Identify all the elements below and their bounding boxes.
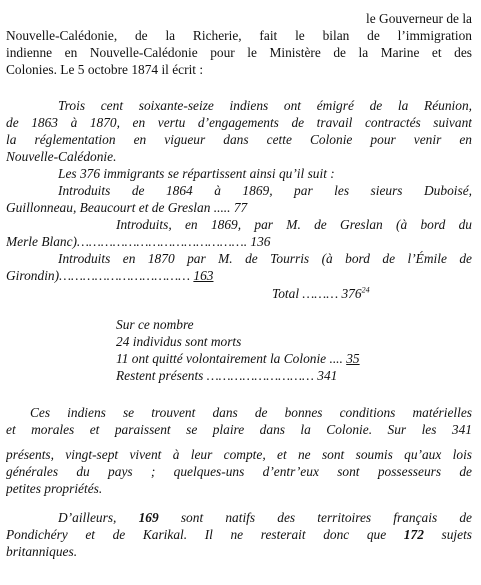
quote-line-8: Introduits, en 1869, par M. de Greslan (à bord du bbox=[116, 217, 472, 232]
intro-line-4: Colonies. Le 5 octobre 1874 il écrit : bbox=[6, 62, 204, 77]
para3-line-1 bbox=[58, 509, 472, 526]
quote-line-11-text: Girondin)…………………………… bbox=[6, 268, 194, 283]
quote-line-9: Merle Blanc)……………………………………. 136 bbox=[6, 234, 271, 249]
para2-line-1: Ces indiens se trouvent dans de bonnes conditions matérielles bbox=[30, 405, 472, 420]
para3-line-2-a: Pondichéry et de Karikal. Il ne resterait donc que bbox=[6, 527, 404, 542]
breakdown-line-3 bbox=[116, 350, 472, 367]
total-line bbox=[272, 285, 472, 302]
para3-line-1-a: D’ailleurs, bbox=[58, 510, 139, 525]
quote-line-5: Les 376 immigrants se répartissent ainsi qu’il suit : bbox=[58, 166, 335, 181]
breakdown-line-4: Restent présents ……………………… 341 bbox=[116, 368, 338, 383]
footnote-ref: 24 bbox=[361, 285, 370, 295]
para2-line-5: petites propriétés. bbox=[6, 481, 103, 496]
para3-line-2 bbox=[6, 526, 472, 543]
quote-line-2: de 1863 à 1870, en vertu d’engagements de travail contractés suivant bbox=[6, 115, 472, 130]
intro-line-2: Nouvelle-Calédonie, de la Richerie, fait le bilan de l’immigration bbox=[6, 28, 472, 43]
para3-line-1-number: 169 bbox=[138, 510, 159, 525]
breakdown-line-3-text: 11 ont quitté volontairement la Colonie .... bbox=[116, 351, 347, 366]
para3-line-2-number: 172 bbox=[403, 527, 424, 542]
breakdown-line-3-value: 35 bbox=[346, 351, 360, 366]
breakdown-line-2: 24 individus sont morts bbox=[116, 334, 242, 349]
quote-line-6: Introduits de 1864 à 1869, par les sieurs Duboisé, bbox=[58, 183, 472, 198]
para3-line-3: britanniques. bbox=[6, 544, 78, 559]
intro-line-1: le Gouverneur de la bbox=[366, 11, 472, 26]
quote-line-3: la réglementation en vigueur dans cette Colonie pour venir en bbox=[6, 132, 472, 147]
para3-line-1-c: sont natifs des territoires français de bbox=[158, 510, 472, 525]
para2-line-4: générales du pays ; quelques-uns d’entr’eux sont possesseurs de bbox=[6, 464, 472, 479]
quote-line-4: Nouvelle-Calédonie. bbox=[6, 149, 117, 164]
quote-line-7: Guillonneau, Beaucourt et de Greslan ..... 77 bbox=[6, 200, 248, 215]
quote-line-10: Introduits en 1870 par M. de Tourris (à bord de l’Émile de bbox=[58, 251, 472, 266]
quote-line-11 bbox=[6, 267, 472, 284]
intro-line-3: indienne en Nouvelle-Calédonie pour le Ministère de la Marine et des bbox=[6, 45, 472, 60]
para3-line-2-c: sujets bbox=[423, 527, 472, 542]
breakdown-line-1: Sur ce nombre bbox=[116, 317, 194, 332]
para2-line-2: et morales et paraissent se plaire dans la Colonie. Sur les 341 bbox=[6, 422, 472, 437]
quote-line-1: Trois cent soixante-seize indiens ont émigré de la Réunion, bbox=[58, 98, 472, 113]
quote-line-11-value: 163 bbox=[193, 268, 214, 283]
total-label: Total ……… 376 bbox=[272, 286, 362, 301]
para2-line-3: présents, vingt-sept vivent à leur compte, et ne sont soumis qu’aux lois bbox=[6, 447, 472, 462]
